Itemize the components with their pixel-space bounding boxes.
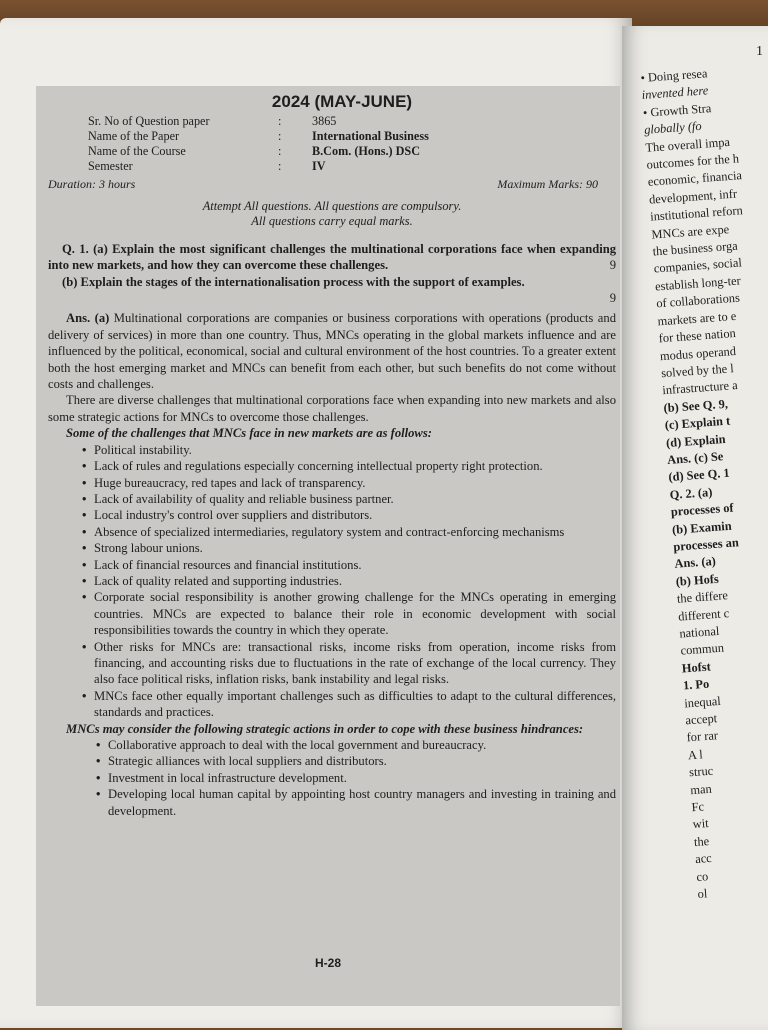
list-item: • Other risks for MNCs are: transactional risks, income risks from operation, income risks from financing, and accounting risks due to fluctuations in the rate of exchange of the local currency. They also face political risks, inflation risks, bank instability and legal risks. xyxy=(94,639,616,688)
right-page-line: commun xyxy=(680,640,725,658)
page-content xyxy=(48,92,616,819)
list-item: • Lack of financial resources and financial institutions. xyxy=(94,557,616,573)
question-a: (a) Explain the most significant challenges the multinational corporations face when expanding into new markets, and how they can overcome these challenges. xyxy=(48,241,617,273)
meta-label: Sr. No of Question paper xyxy=(88,114,210,129)
list-item: • Strategic alliances with local suppliers and distributors. xyxy=(108,753,616,769)
meta-value: International Business xyxy=(312,129,429,144)
right-page-line: development, infr xyxy=(648,186,738,207)
meta-row: Name of the Paper : International Business xyxy=(88,129,429,144)
list-item: • Investment in local infrastructure development. xyxy=(108,770,616,786)
right-page-line: infrastructure a xyxy=(661,378,739,398)
meta-value: 3865 xyxy=(312,114,337,129)
instruction-line: Attempt All questions. All questions are compulsory. xyxy=(202,198,462,213)
right-page-line: processes of xyxy=(670,500,734,520)
right-page-line: outcomes for the h xyxy=(646,151,740,172)
right-page-line: economic, financia xyxy=(647,168,743,190)
list-item: • Lack of rules and regulations especially concerning intellectual property right protection. xyxy=(94,458,616,474)
instruction-line: All questions carry equal marks. xyxy=(251,213,413,228)
meta-row: Sr. No of Question paper : 3865 xyxy=(88,114,337,129)
question-b-marks: 9 xyxy=(609,291,616,306)
right-page-line: (b) Hofs xyxy=(675,571,720,589)
right-page-line: globally (fo xyxy=(643,119,703,138)
right-page-line: national xyxy=(678,623,720,641)
right-page-line: for these nation xyxy=(658,326,737,346)
strategies-list xyxy=(48,737,616,819)
right-page-line: 1. Po xyxy=(682,676,710,693)
right-page-line: processes an xyxy=(672,535,740,554)
list-item: • Collaborative approach to deal with the local government and bureaucracy. xyxy=(108,737,616,753)
answer-prefix: Ans. (a) xyxy=(66,311,110,326)
right-page-line: MNCs are expe xyxy=(650,221,730,242)
right-page-line: different c xyxy=(677,605,730,624)
right-page-line: co xyxy=(695,868,709,884)
list-item: • Huge bureaucracy, red tapes and lack of transparency. xyxy=(94,475,616,491)
right-page-line: Ans. (a) xyxy=(674,554,717,572)
meta-row: Semester : IV xyxy=(88,159,326,174)
right-page-line: establish long-ter xyxy=(654,273,742,294)
page-code: H-28 xyxy=(314,956,341,970)
meta-label: Name of the Paper xyxy=(88,129,180,144)
right-page-line: companies, social xyxy=(653,255,743,276)
meta-row: Name of the Course : B.Com. (Hons.) DSC xyxy=(88,144,421,159)
right-page-text xyxy=(640,60,768,904)
question-number: Q. 1. xyxy=(62,241,89,256)
list-item: • Developing local human capital by appointing host country managers and investing in training and development. xyxy=(108,786,616,819)
right-page-line: inequal xyxy=(683,693,722,711)
right-page-line: wit xyxy=(692,816,710,832)
list-item: • MNCs face other equally important challenges such as difficulties to adapt to the cultural differences, standards and practices. xyxy=(94,688,616,721)
answer-para-1: Ans. (a) Multinational corporations are companies or business corporations with operations (products and delivery of services) in more than one country. Thus, MNCs operating in the global markets influence and are influenced by the political, economical, social and cultural environment of the host countries. To a greater extent both the host emerging market and MNCs can benefit from each other, but such benefits do not come without costs and challenges. xyxy=(48,311,616,392)
right-page-line: Fc xyxy=(691,799,705,815)
strategies-heading: MNCs may consider the following strategic actions in order to cope with these business hindrances: xyxy=(66,721,584,736)
right-page-line: • Growth Stra xyxy=(642,100,712,120)
right-page-line: Hofst xyxy=(681,659,712,676)
right-page-line: acc xyxy=(694,851,713,867)
question-1 xyxy=(48,241,616,307)
right-page-line: • Doing resea xyxy=(640,66,708,85)
right-page-line: accept xyxy=(684,711,718,728)
challenges-list xyxy=(48,442,616,721)
right-page-line: (b) See Q. 9, xyxy=(663,396,729,415)
right-page-line: for rar xyxy=(686,728,719,745)
meta-value: IV xyxy=(312,159,326,174)
right-page-line: The overall impa xyxy=(644,134,731,155)
right-page-line: (c) Explain t xyxy=(664,413,731,433)
right-page-line: the differe xyxy=(676,588,729,606)
answer xyxy=(48,310,616,819)
max-marks: Maximum Marks: 90 xyxy=(497,177,598,192)
list-item: • Political instability. xyxy=(94,442,616,458)
list-item: • Lack of quality related and supporting industries. xyxy=(94,573,616,589)
list-item: • Local industry's control over suppliers and distributors. xyxy=(94,507,616,523)
answer-para-2: There are diverse challenges that multinational corporations face when expanding into new markets and also some strategic actions for MNCs to overcome those challenges. xyxy=(48,393,616,424)
list-item: • Lack of availability of quality and reliable business partner. xyxy=(94,491,616,507)
instructions xyxy=(48,199,616,229)
meta-value: B.Com. (Hons.) DSC xyxy=(312,144,421,159)
right-page-number: 1 xyxy=(756,44,763,59)
right-page-line: (b) Examin xyxy=(671,518,733,537)
duration: Duration: 3 hours xyxy=(48,177,136,192)
list-item: • Corporate social responsibility is another growing challenge for the MNCs operating in emerging countries. MNCs are expected to balance their role in economic development with social responsibilities towards the country in which they operate. xyxy=(94,589,616,638)
meta-label: Semester xyxy=(88,159,133,174)
right-page-line: man xyxy=(689,781,713,797)
paper-meta xyxy=(88,114,616,174)
exam-title: 2024 (MAY-JUNE) xyxy=(271,92,413,111)
right-page-line: ol xyxy=(697,886,708,902)
question-b: (b) Explain the stages of the internationalisation process with the support of examples. xyxy=(62,274,525,289)
right-page-line: markets are to e xyxy=(657,308,737,329)
right-page-line: invented here xyxy=(641,83,709,103)
question-a-marks: 9 xyxy=(609,258,616,273)
duration-row xyxy=(48,176,616,192)
right-page-line: of collaborations xyxy=(655,290,741,311)
right-page-line: the xyxy=(693,833,710,849)
right-page-line: (d) Explain xyxy=(665,431,726,450)
list-item: • Absence of specialized intermediaries, regulatory system and contract-enforcing mechanisms xyxy=(94,524,616,540)
right-page-line: institutional reforn xyxy=(649,203,744,224)
right-page-line: the business orga xyxy=(652,238,739,259)
right-page xyxy=(622,26,768,1030)
right-page-line: (d) See Q. 1 xyxy=(667,466,731,485)
right-page-line: Ans. (c) Se xyxy=(666,449,724,467)
right-page-line: A l xyxy=(687,747,704,763)
challenges-heading: Some of the challenges that MNCs face in new markets are as follows: xyxy=(66,426,432,441)
list-item: • Strong labour unions. xyxy=(94,540,616,556)
meta-label: Name of the Course xyxy=(88,144,186,159)
right-page-line: Q. 2. (a) xyxy=(669,484,713,502)
right-page-line: struc xyxy=(688,763,714,780)
right-page-line: modus operand xyxy=(659,343,737,363)
right-page-line: solved by the l xyxy=(660,361,735,381)
